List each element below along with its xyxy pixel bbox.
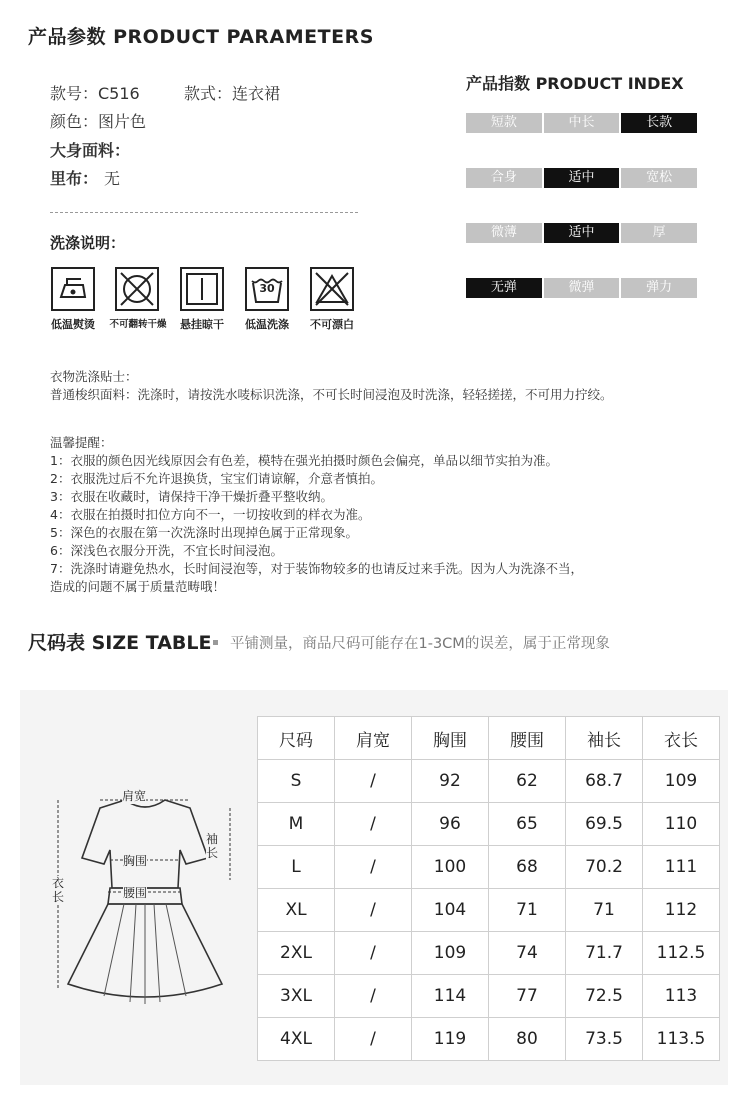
- wash-label-30: 低温洗涤: [245, 318, 289, 331]
- wash-item-30: [245, 267, 289, 311]
- table-cell: 112: [643, 889, 720, 932]
- table-header-row: [258, 717, 720, 760]
- index-cell: 弹力: [621, 278, 697, 298]
- table-cell: 100: [412, 846, 489, 889]
- wash-item-hang: [180, 267, 224, 311]
- wash-item-no-tumble: [115, 267, 159, 311]
- wash-item-no-bleach: [310, 267, 354, 311]
- param-style: 款式：连衣裙: [184, 84, 281, 103]
- table-row: [258, 803, 720, 846]
- wash-label-hang: 悬挂晾干: [180, 318, 224, 331]
- table-row: [258, 846, 720, 889]
- param-color: 颜色：图片色: [50, 112, 147, 131]
- table-cell: 68: [489, 846, 566, 889]
- table-cell: 62: [489, 760, 566, 803]
- notice-line: 2：衣服洗过后不允许退换货，宝宝们请谅解，介意者慎拍。: [50, 471, 383, 486]
- table-cell: /: [335, 975, 412, 1018]
- notice-line: 3：衣服在收藏时，请保持干净干燥折叠平整收纳。: [50, 489, 333, 504]
- index-cell: 合身: [466, 168, 542, 188]
- size-table: [257, 716, 720, 1061]
- wash-label-no-tumble: 不可翻转干燥: [109, 319, 167, 330]
- index-cell: 长款: [621, 113, 697, 133]
- table-cell: S: [258, 760, 335, 803]
- table-header-cell: 衣长: [643, 717, 720, 760]
- table-cell: 109: [643, 760, 720, 803]
- table-cell: 113.5: [643, 1018, 720, 1061]
- notice-line: 1：衣服的颜色因光线原因会有色差，模特在强光拍摄时颜色会偏亮，单品以细节实拍为准。: [50, 453, 558, 468]
- table-cell: 112.5: [643, 932, 720, 975]
- notice-title: 温馨提醒：: [50, 435, 113, 450]
- size-table-title: 尺码表 SIZE TABLE: [28, 632, 212, 654]
- table-cell: 113: [643, 975, 720, 1018]
- table-cell: 68.7: [566, 760, 643, 803]
- tips-title: 衣物洗涤贴士：: [50, 369, 138, 384]
- size-note: 平铺测量，商品尺码可能存在1-3CM的误差，属于正常现象: [230, 636, 610, 652]
- table-header-cell: 肩宽: [335, 717, 412, 760]
- wash-item-iron: [51, 267, 95, 311]
- hang-dry-icon: [180, 267, 224, 311]
- index-cell: 无弹: [466, 278, 542, 298]
- table-header-cell: 腰围: [489, 717, 566, 760]
- table-cell: 109: [412, 932, 489, 975]
- table-cell: /: [335, 889, 412, 932]
- table-row: [258, 932, 720, 975]
- iron-low-temp-icon: [51, 267, 95, 311]
- diagram-label-sleeve: 袖长: [206, 832, 219, 860]
- table-cell: 65: [489, 803, 566, 846]
- table-row: [258, 975, 720, 1018]
- product-index-title: 产品指数 PRODUCT INDEX: [466, 74, 684, 93]
- param-lining-label: 里布：: [50, 169, 99, 188]
- index-cell: 微薄: [466, 223, 542, 243]
- table-cell: 110: [643, 803, 720, 846]
- diagram-label-shoulder: 肩宽: [122, 789, 147, 803]
- table-cell: 69.5: [566, 803, 643, 846]
- table-cell: 119: [412, 1018, 489, 1061]
- table-row: [258, 889, 720, 932]
- section-title-parameters: 产品参数 PRODUCT PARAMETERS: [28, 26, 374, 48]
- washing-title: 洗涤说明：: [50, 234, 126, 252]
- table-cell: 74: [489, 932, 566, 975]
- table-cell: 2XL: [258, 932, 335, 975]
- table-cell: 4XL: [258, 1018, 335, 1061]
- table-cell: 3XL: [258, 975, 335, 1018]
- table-cell: 96: [412, 803, 489, 846]
- wash-temp-text: 30: [259, 282, 275, 295]
- index-cell: 短款: [466, 113, 542, 133]
- notice-line: 4：衣服在拍摄时扣位方向不一，一切按收到的样衣为准。: [50, 507, 371, 522]
- table-header-cell: 袖长: [566, 717, 643, 760]
- param-fabric: 大身面料：: [50, 141, 131, 160]
- table-cell: 72.5: [566, 975, 643, 1018]
- index-row-fit: [466, 168, 699, 188]
- notice-line: 6：深浅色衣服分开洗，不宜长时间浸泡。: [50, 543, 283, 558]
- table-cell: /: [335, 932, 412, 975]
- index-cell: 中长: [544, 113, 620, 133]
- bullet-icon: [213, 640, 218, 645]
- table-cell: /: [335, 760, 412, 803]
- divider: [50, 212, 358, 213]
- index-cell: 宽松: [621, 168, 697, 188]
- diagram-label-length: 衣长: [52, 876, 65, 904]
- index-row-thickness: [466, 223, 699, 243]
- table-cell: /: [335, 846, 412, 889]
- table-row: [258, 760, 720, 803]
- notice-line: 造成的问题不属于质量范畴哦！: [50, 579, 226, 594]
- diagram-label-chest: 胸围: [123, 854, 148, 868]
- table-cell: 71: [566, 889, 643, 932]
- table-cell: 70.2: [566, 846, 643, 889]
- table-cell: 71.7: [566, 932, 643, 975]
- no-bleach-icon: [310, 267, 354, 311]
- table-header-cell: 尺码: [258, 717, 335, 760]
- index-cell: 微弹: [544, 278, 620, 298]
- index-row-length: [466, 113, 699, 133]
- index-cell: 适中: [544, 168, 620, 188]
- notice-line: 7：洗涤时请避免热水，长时间浸泡等，对于装饰物较多的也请反过来手洗。因为人为洗涤不当，: [50, 561, 583, 576]
- param-style-no: 款号：C516: [50, 84, 140, 103]
- table-cell: 104: [412, 889, 489, 932]
- param-lining-value: 无: [104, 169, 121, 188]
- index-cell: 厚: [621, 223, 697, 243]
- diagram-label-waist: 腰围: [123, 886, 148, 900]
- table-cell: /: [335, 803, 412, 846]
- table-header-cell: 胸围: [412, 717, 489, 760]
- notice-line: 5：深色的衣服在第一次洗涤时出现掉色属于正常现象。: [50, 525, 358, 540]
- table-cell: L: [258, 846, 335, 889]
- table-cell: XL: [258, 889, 335, 932]
- table-cell: M: [258, 803, 335, 846]
- table-row: [258, 1018, 720, 1061]
- wash-label-no-bleach: 不可漂白: [310, 318, 354, 331]
- index-row-elasticity: [466, 278, 699, 298]
- wash-label-iron: 低温熨烫: [51, 318, 95, 331]
- no-tumble-dry-icon: [115, 267, 159, 311]
- table-cell: 71: [489, 889, 566, 932]
- tips-text: 普通梭织面料：洗涤时，请按洗水唛标识洗涤，不可长时间浸泡及时洗涤，轻轻搓搓，不可用力拧绞。: [50, 387, 613, 402]
- table-cell: 73.5: [566, 1018, 643, 1061]
- index-cell: 适中: [544, 223, 620, 243]
- table-cell: /: [335, 1018, 412, 1061]
- table-cell: 114: [412, 975, 489, 1018]
- table-cell: 111: [643, 846, 720, 889]
- table-cell: 80: [489, 1018, 566, 1061]
- table-cell: 92: [412, 760, 489, 803]
- table-cell: 77: [489, 975, 566, 1018]
